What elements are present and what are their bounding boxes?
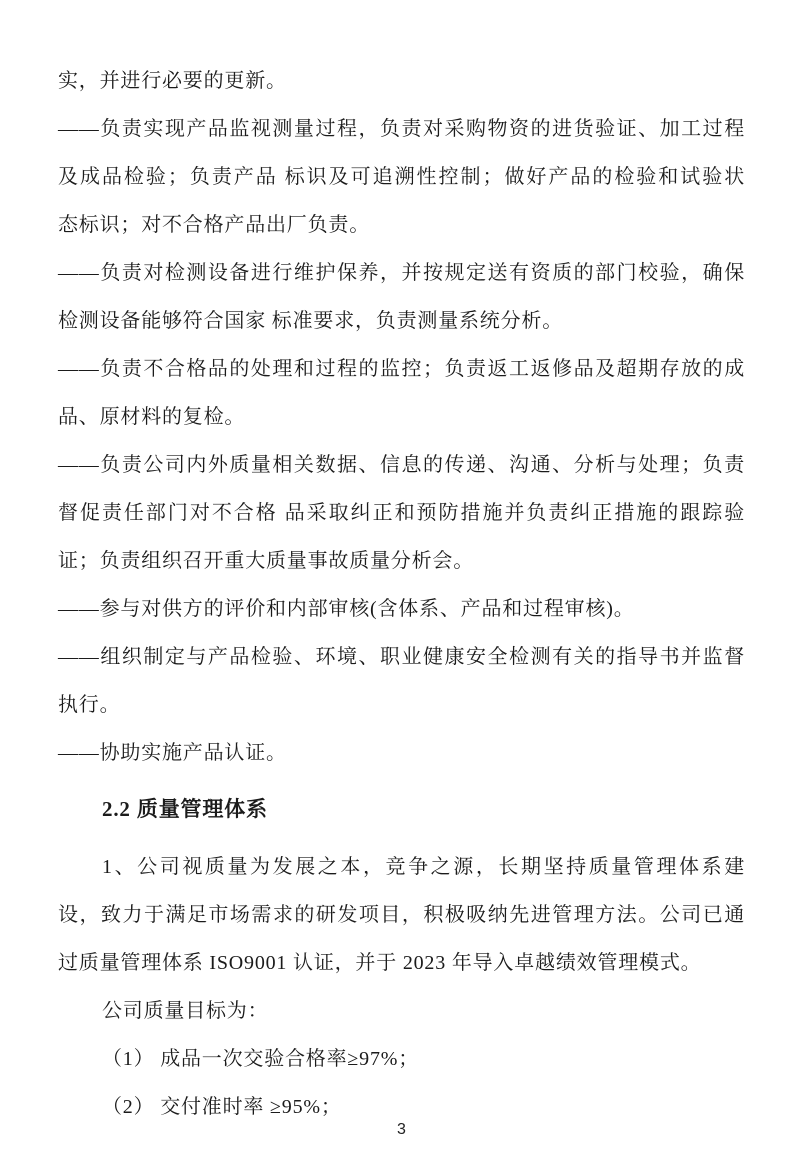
page-footer — [58, 1121, 745, 1139]
text-line: ——负责对检测设备进行维护保养，并按规定送有资质的部门校验，确保 — [58, 262, 745, 284]
text-line: 证；负责组织召开重大质量事故质量分析会。 — [58, 550, 474, 572]
text-line: 及成品检验；负责产品 标识及可追溯性控制；做好产品的检验和试验状 — [58, 166, 745, 188]
text-line: 过质量管理体系 ISO9001 认证，并于 2023 年导入卓越绩效管理模式。 — [58, 952, 702, 974]
page-number: 3 — [397, 1121, 406, 1138]
text-line: 设，致力于满足市场需求的研发项目，积极吸纳先进管理方法。公司已通 — [58, 904, 745, 926]
text-line: 1、公司视质量为发展之本，竞争之源，长期坚持质量管理体系建 — [102, 856, 745, 878]
text-line: 实，并进行必要的更新。 — [58, 70, 287, 92]
section-heading: 2.2 质量管理体系 — [102, 797, 268, 821]
text-line: 态标识；对不合格产品出厂负责。 — [58, 214, 370, 236]
text-line: ——负责不合格品的处理和过程的监控；负责返工返修品及超期存放的成 — [58, 358, 745, 380]
quality-target-item-1: （1） 成品一次交验合格率≥97%； — [102, 1048, 420, 1070]
quality-target-item-2: （2） 交付准时率 ≥95%； — [102, 1096, 342, 1118]
text-line: 执行。 — [58, 694, 121, 716]
text-line: 督促责任部门对不合格 品采取纠正和预防措施并负责纠正措施的跟踪验 — [58, 502, 745, 524]
text-line: ——协助实施产品认证。 — [58, 742, 287, 764]
text-line: 品、原材料的复检。 — [58, 406, 246, 428]
text-line: 检测设备能够符合国家 标准要求，负责测量系统分析。 — [58, 310, 563, 332]
text-line: ——负责公司内外质量相关数据、信息的传递、沟通、分析与处理；负责 — [58, 454, 745, 476]
text-line: 公司质量目标为： — [102, 1000, 269, 1022]
text-line: ——负责实现产品监视测量过程，负责对采购物资的进货验证、加工过程 — [58, 118, 745, 140]
text-line: ——组织制定与产品检验、环境、职业健康安全检测有关的指导书并监督 — [58, 646, 745, 668]
text-line: ——参与对供方的评价和内部审核(含体系、产品和过程审核)。 — [58, 598, 635, 620]
